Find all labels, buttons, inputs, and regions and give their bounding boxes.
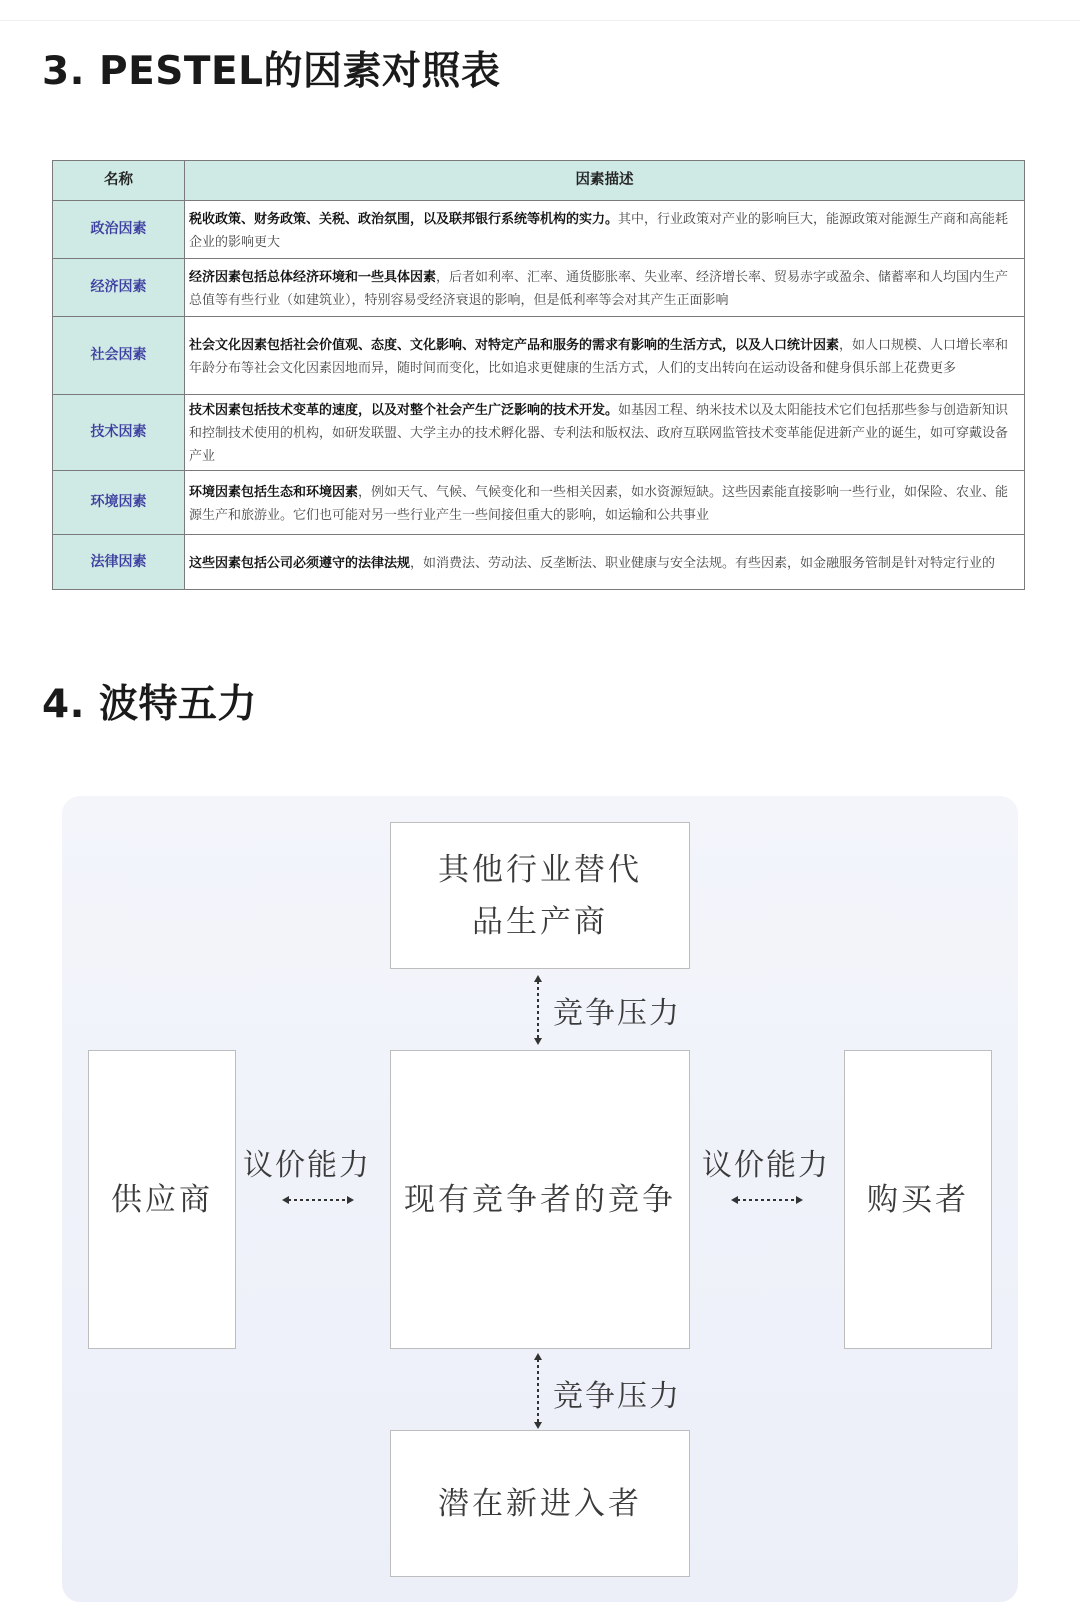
description-text: 如基因工程、纳米技术以及太阳能技术它们包括那些参与创造新知识和控制技术使用的机构，如研发联盟、大学主办的技术孵化器、专利法和版权法、政府互联网监管技术变革能促进新产业的诞生，如可穿戴设备产业 xyxy=(189,403,1009,464)
rivalry-label: 现有竞争者的竞争 xyxy=(404,1181,676,1218)
pestel-header-row xyxy=(53,161,1025,201)
description-bold: 这些因素包括公司必须遵守的法律法规 xyxy=(189,555,411,571)
arrow-left-double xyxy=(282,1194,354,1206)
description-text: 其中，行业政策对产业的影响巨大，能源政策对能源生产商和高能耗企业的影响更大 xyxy=(189,211,1009,250)
table-row xyxy=(53,317,1025,395)
description-bold: 环境因素包括生态和环境因素 xyxy=(189,484,359,500)
arrow-right-double xyxy=(731,1194,803,1206)
factor-name: 社会因素 xyxy=(53,317,185,395)
header-description: 因素描述 xyxy=(185,161,1025,201)
factor-name: 法律因素 xyxy=(53,535,185,590)
new-entrants-label: 潜在新进入者 xyxy=(438,1485,642,1522)
pressure-top-label: 竞争压力 xyxy=(553,996,681,1031)
top-divider xyxy=(0,20,1080,21)
factor-name: 环境因素 xyxy=(53,471,185,535)
description-text: ，如人口规模、人口增长率和年龄分布等社会文化因素因地而异，随时间而变化，比如追求更健康的生活方式，人们的支出转向在运动设备和健身俱乐部上花费更多 xyxy=(189,337,1009,376)
arrow-bottom-double xyxy=(532,1353,544,1429)
pestel-heading: 3. PESTEL的因素对照表 xyxy=(42,49,501,94)
description-text: ，后者如利率、汇率、通货膨胀率、失业率、经济增长率、贸易赤字或盈余、储蓄率和人均国内生产总值等有些行业（如建筑业），特别容易受经济衰退的影响，但是低利率等会对其产生正面影响 xyxy=(189,269,1009,308)
factor-description xyxy=(185,201,1025,259)
description-bold: 社会文化因素包括社会价值观、态度、文化影响、对特定产品和服务的需求有影响的生活方式，以及人口统计因素 xyxy=(189,337,840,353)
table-row xyxy=(53,259,1025,317)
buyers-label: 购买者 xyxy=(867,1181,969,1218)
factor-name: 经济因素 xyxy=(53,259,185,317)
factor-description xyxy=(185,395,1025,471)
arrow-top-double xyxy=(532,975,544,1045)
description-text: ，例如天气、气候、气候变化和一些相关因素，如水资源短缺。这些因素能直接影响一些行业，如保险、农业、能源生产和旅游业。它们也可能对另一些行业产生一些间接但重大的影响，如运输和公共事业 xyxy=(189,484,1009,523)
table-row xyxy=(53,471,1025,535)
bargain-left-label: 议价能力 xyxy=(243,1148,371,1183)
factor-name: 技术因素 xyxy=(53,395,185,471)
substitutes-line1: 其他行业替代 xyxy=(438,851,642,888)
factor-name: 政治因素 xyxy=(53,201,185,259)
factor-description xyxy=(185,471,1025,535)
table-row xyxy=(53,201,1025,259)
suppliers-label: 供应商 xyxy=(111,1181,213,1218)
buyers-box xyxy=(844,1050,992,1349)
pestel-table xyxy=(52,160,1025,590)
description-bold: 技术因素包括技术变革的速度，以及对整个社会产生广泛影响的技术开发。 xyxy=(189,403,619,418)
new-entrants-box xyxy=(390,1430,690,1577)
header-name: 名称 xyxy=(53,161,185,201)
factor-description xyxy=(185,259,1025,317)
factor-description xyxy=(185,535,1025,590)
table-row xyxy=(53,535,1025,590)
substitutes-line2: 品生产商 xyxy=(472,903,608,940)
description-bold: 经济因素包括总体经济环境和一些具体因素 xyxy=(189,269,437,285)
bargain-right-label: 议价能力 xyxy=(702,1148,830,1183)
substitutes-box xyxy=(390,822,690,969)
porter-heading: 4. 波特五力 xyxy=(42,682,258,727)
pressure-bottom-label: 竞争压力 xyxy=(553,1379,681,1414)
suppliers-box xyxy=(88,1050,236,1349)
description-text: ，如消费法、劳动法、反垄断法、职业健康与安全法规。有些因素，如金融服务管制是针对特定行业的 xyxy=(410,555,996,571)
rivalry-box xyxy=(390,1050,690,1349)
factor-description xyxy=(185,317,1025,395)
table-row xyxy=(53,395,1025,471)
description-bold: 税收政策、财务政策、关税、政治氛围，以及联邦银行系统等机构的实力。 xyxy=(189,211,619,227)
